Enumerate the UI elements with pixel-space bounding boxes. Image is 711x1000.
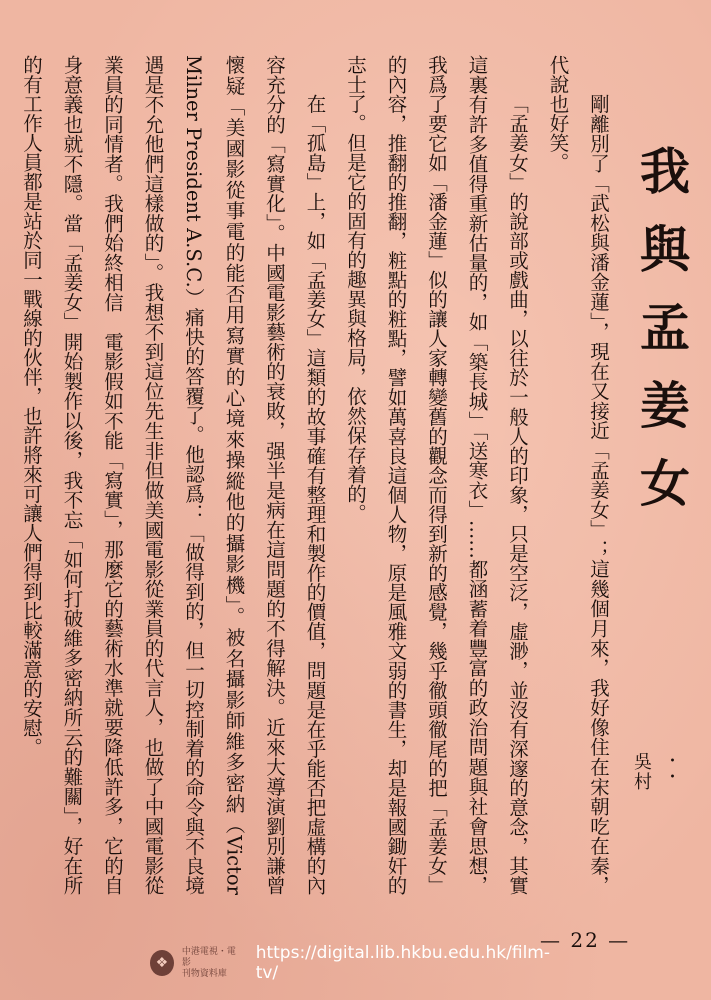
paragraph-2: 「孟姜女」的說部或戲曲，以往於一般人的印象，只是空泛，虛渺，並沒有深邃的意念，其實這裏有許多值得重新估量的，如「築長城」「送寒衣」……都涵蓄着豐富的政治問題與社會思想，我爲了要它如「潘金蓮」似的讓人家轉變舊的觀念而得到新的感覺，幾乎徹頭徹尾的把「孟姜女」的內容，推翻的推翻，粧點的粧點，譬如萬喜良這個人物，原是風雅文弱的書生，却是報國鋤奸的志士了。但是它的固有的趣異與格局，依然保存着的。	[344, 55, 529, 895]
article-title: 我與孟姜女	[632, 145, 691, 535]
library-logo-icon: ❖	[150, 950, 174, 976]
paragraph-1: 剛離別了「武松與潘金蓮」，現在又接近「孟姜女」；這幾個月來，我好像住在宋朝吃在秦，代說也好笑。	[546, 55, 610, 895]
article-author: 吳村	[631, 752, 652, 792]
page-number: — 22 —	[540, 928, 631, 952]
library-name-line-1: 中港電視・電影	[181, 946, 236, 968]
watermark-footer	[150, 943, 550, 983]
author-emphasis-marks: ・・	[662, 752, 681, 784]
library-name-line-2: 刊物資料庫	[181, 968, 227, 979]
article-body	[20, 55, 618, 895]
library-name	[182, 947, 240, 980]
paragraph-3: 在「孤島」上，如「孟姜女」這類的故事確有整理和製作的價值，問題是在乎能否把虛構的內容充分的「寫實化」。中國電影藝術的衰敗，强半是病在這問題的不得解決。近來大導演劉別謙曾懷疑「美國影從事電的能否用寫實的心境來操縱他的攝影機」。被名攝影師維多密納（Victor Milner President A.S.C.）痛快的答覆了。他認爲：「做得到的，但一切控制着的命令與不良境遇是不允他們這樣做的」。我想不到這位先生非但做美國電影從業員的代言人，也做了中國電影從業員的同情者。我們始終相信 電影假如不能「寫實」，那麼它的藝術水準就要降低許多，它的自身意義也就不隱。當「孟姜女」開始製作以後，我不忘「如何打破維多密納所云的難關」，好在所的有工作人員都是站於同一戰線的伙伴，也許將來可讓人們得到比較滿意的安慰。	[20, 55, 327, 895]
source-url: https://digital.lib.hkbu.edu.hk/film-tv/	[255, 943, 550, 983]
